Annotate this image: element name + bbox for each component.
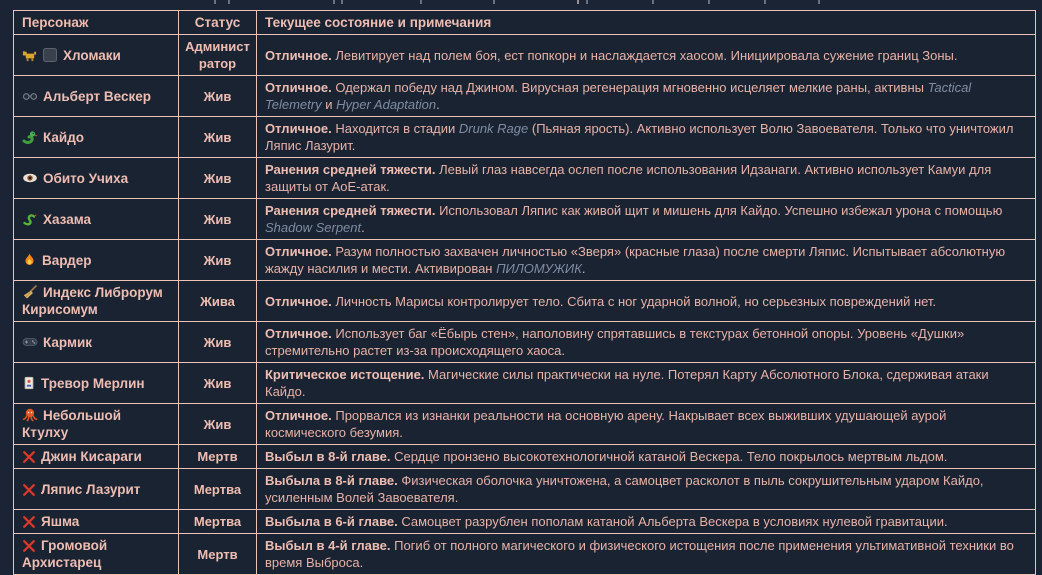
- notes-cell: [257, 35, 1036, 76]
- notes-text: Прорвался из изнанки реальности на основную арену. Накрывает всех выживших удушающей аурой космического безумия.: [265, 408, 947, 440]
- notes-status-phrase: Отличное.: [265, 121, 332, 136]
- cross-icon: [22, 450, 36, 464]
- notes-text: Сердце пронзено высокотехнологичной катаной Вескера. Тело покрылось мертвым льдом.: [390, 449, 948, 464]
- cross-icon: [22, 539, 36, 553]
- table-row: [14, 445, 1036, 469]
- status-cell: Мертва: [179, 469, 257, 510]
- notes-text: и: [321, 97, 337, 112]
- character-status-table: [13, 10, 1036, 575]
- character-cell: [14, 281, 179, 322]
- status-cell: Жив: [179, 363, 257, 404]
- character-cell: [14, 322, 179, 363]
- character-name: Обито Учиха: [43, 170, 129, 186]
- notes-cell: [257, 404, 1036, 445]
- character-cell: [14, 404, 179, 445]
- status-cell: Жив: [179, 322, 257, 363]
- notes-ability-name: Tactical Telemetry: [265, 80, 972, 112]
- status-cell: Жив: [179, 199, 257, 240]
- notes-ability-name: Drunk Rage: [458, 121, 529, 136]
- cross-icon: [22, 483, 36, 497]
- notes-text: Личность Марисы контролирует тело. Сбита с ног ударной волной, но серьезных повреждений нет.: [331, 293, 937, 309]
- status-cell: Жив: [179, 158, 257, 199]
- table-row: [14, 76, 1036, 117]
- status-cell: Жива: [179, 281, 257, 322]
- character-cell: [14, 510, 179, 534]
- status-cell: Мертв: [179, 445, 257, 469]
- character-name: Громовой Архистарец: [22, 538, 108, 570]
- cut-off-text-sliver: [0, 0, 2, 4]
- notes-text: .: [581, 261, 586, 276]
- notes-status-phrase: Отличное.: [265, 244, 332, 259]
- table-row: [14, 35, 1036, 76]
- notes-cell: [257, 322, 1036, 363]
- table-row: [14, 534, 1036, 575]
- notes-status-phrase: Отличное.: [265, 293, 332, 309]
- notes-status-phrase: Ранения средней тяжести.: [265, 203, 436, 218]
- notes-status-phrase: Отличное.: [265, 80, 332, 95]
- character-name: Кармик: [43, 334, 93, 350]
- character-name: Индекс Либрорум Кирисомум: [22, 285, 163, 317]
- character-cell: [14, 534, 179, 575]
- notes-text: Использует баг «Ёбырь стен», наполовину спрятавшись в текстурах бетонной опоры. Уровень «Душки» стремительно растет из-за происходящего хаоса.: [265, 326, 965, 358]
- status-cell: Жив: [179, 404, 257, 445]
- notes-text: (Пьяная ярость). Активно использует Волю Завоевателя. Только что уничтожил Ляпис Лазурит.: [265, 121, 1014, 153]
- notes-cell: [257, 469, 1036, 510]
- dog-icon: [22, 48, 37, 63]
- status-cell: Жив: [179, 117, 257, 158]
- cross-icon: [22, 515, 36, 529]
- notes-text: Погиб от полного магического и физического истощения после применения ультимативной техники во время Выброса.: [265, 538, 1014, 570]
- character-cell: [14, 117, 179, 158]
- table-row: [14, 404, 1036, 445]
- character-name: Джин Кисараги: [41, 449, 142, 464]
- notes-cell: [257, 76, 1036, 117]
- character-cell: [14, 240, 179, 281]
- notes-status-phrase: Выбыла в 8-й главе.: [265, 473, 398, 488]
- character-cell: [14, 363, 179, 404]
- character-cell: [14, 199, 179, 240]
- character-name: Ляпис Лазурит: [41, 481, 141, 497]
- notes-cell: [257, 199, 1036, 240]
- table-row: [14, 510, 1036, 534]
- notes-status-phrase: Отличное.: [265, 408, 332, 423]
- notes-cell: [257, 117, 1036, 158]
- notes-status-phrase: Выбыл в 4-й главе.: [265, 538, 391, 553]
- notes-status-phrase: Отличное.: [265, 47, 332, 63]
- notes-cell: [257, 534, 1036, 575]
- notes-text: Одержал победу над Джином. Вирусная регенерация мгновенно исцеляет мелкие раны, активны: [331, 80, 928, 95]
- table-row: [14, 363, 1036, 404]
- table-row: [14, 322, 1036, 363]
- character-name: Хазама: [43, 211, 92, 227]
- header-row: [14, 11, 1036, 35]
- character-name: Альберт Вескер: [43, 88, 151, 104]
- notes-text: .: [436, 97, 440, 112]
- character-name: Хломаки: [63, 47, 121, 63]
- notes-text: Физическая оболочка уничтожена, а самоцвет расколот в пыль сокрушительным ударом Кайдо, усиленным Волей Завоевателя.: [265, 473, 984, 505]
- eye-icon: [22, 170, 38, 186]
- notes-status-phrase: Критическое истощение.: [265, 367, 425, 382]
- notes-cell: [257, 363, 1036, 404]
- table-row: [14, 117, 1036, 158]
- broom-icon: [22, 284, 38, 300]
- controller-icon: [22, 334, 38, 350]
- notes-cell: [257, 510, 1036, 534]
- snake-icon: [22, 211, 38, 227]
- character-name: Яшма: [41, 514, 80, 529]
- notes-text: Находится в стадии: [331, 121, 459, 136]
- dark-square-icon: [42, 47, 58, 63]
- notes-status-phrase: Выбыла в 6-й главе.: [265, 514, 398, 529]
- dragon-icon: [22, 129, 38, 145]
- notes-cell: [257, 281, 1036, 322]
- table-row: [14, 240, 1036, 281]
- notes-cell: [257, 158, 1036, 199]
- character-name: Тревор Мерлин: [41, 375, 145, 391]
- column-header-character: Персонаж: [14, 11, 179, 35]
- character-name: Небольшой Ктулху: [22, 408, 122, 440]
- notes-text: Самоцвет разрублен пополам катаной Альберта Вескера в условиях нулевой гравитации.: [397, 514, 948, 529]
- glasses-icon: [22, 88, 38, 104]
- notes-text: Левитирует над полем боя, ест попкорн и наслаждается хаосом. Инициировала сужение границ Зоны.: [331, 47, 958, 63]
- notes-ability-name: Hyper Adaptation: [336, 97, 437, 112]
- notes-text: .: [361, 220, 365, 235]
- octopus-icon: [22, 407, 38, 423]
- table-row: [14, 469, 1036, 510]
- notes-ability-name: ПИЛОМУЖИК: [496, 261, 582, 276]
- table-row: [14, 158, 1036, 199]
- column-header-status: Статус: [179, 11, 257, 35]
- character-cell: [14, 445, 179, 469]
- notes-status-phrase: Отличное.: [265, 326, 332, 341]
- notes-ability-name: Shadow Serpent: [265, 220, 362, 235]
- notes-text: Магические силы практически на нуле. Потерял Карту Абсолютного Блока, сдерживая атаки Кайдо.: [265, 367, 989, 399]
- card-icon: [22, 375, 36, 391]
- notes-cell: [257, 240, 1036, 281]
- character-cell: [14, 35, 179, 76]
- character-cell: [14, 76, 179, 117]
- notes-status-phrase: Выбыл в 8-й главе.: [265, 449, 391, 464]
- status-cell: Мертв: [179, 534, 257, 575]
- status-cell: Жив: [179, 76, 257, 117]
- table-row: [14, 199, 1036, 240]
- status-cell: Администратор: [179, 35, 257, 76]
- notes-text: Левый глаз навсегда ослеп после использования Идзанаги. Активно использует Камуи для защиты от AoE-атак.: [265, 162, 992, 194]
- notes-text: Использовал Ляпис как живой щит и мишень для Кайдо. Успешно избежал урона с помощью: [435, 203, 1003, 218]
- character-cell: [14, 158, 179, 199]
- status-cell: Мертва: [179, 510, 257, 534]
- notes-text: Разум полностью захвачен личностью «Зверя» (красные глаза) после смерти Ляпис. Испытывает абсолютную жажду насилия и мести. Активирован: [265, 244, 1006, 276]
- notes-cell: [257, 445, 1036, 469]
- character-name: Кайдо: [43, 129, 85, 145]
- character-cell: [14, 469, 179, 510]
- character-name: Вардер: [42, 252, 92, 268]
- status-cell: Жив: [179, 240, 257, 281]
- column-header-notes: Текущее состояние и примечания: [257, 11, 1036, 35]
- notes-status-phrase: Ранения средней тяжести.: [265, 162, 436, 177]
- fire-icon: [22, 252, 37, 268]
- table-row: [14, 281, 1036, 322]
